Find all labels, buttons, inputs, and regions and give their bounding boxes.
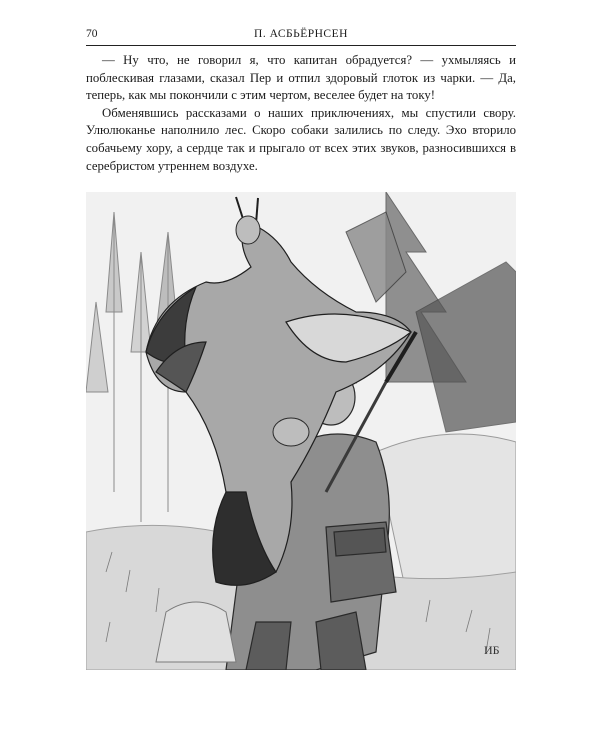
body-text	[86, 52, 516, 175]
lower-hand	[273, 418, 309, 446]
artist-monogram: ИБ	[484, 643, 500, 657]
illustration-drawing	[86, 192, 516, 670]
page-number: 70	[86, 28, 98, 40]
illustration-hunter-with-bird	[86, 192, 516, 670]
paragraph: — Ну что, не говорил я, что капитан обрадуется? — ухмыляясь и поблескивая глазами, сказал Пер и отпил здоровый глоток из чарки. — Да, теперь, как мы покончили с этим чертом, веселее будет на току!	[86, 53, 516, 103]
header-rule	[86, 45, 516, 46]
page-header	[86, 28, 516, 44]
raised-hand	[236, 216, 260, 244]
running-head: П. АСБЬЁРНСЕН	[254, 28, 348, 40]
paragraph: Обменявшись рассказами о наших приключениях, мы спустили свору. Улюлюканье наполнило лес. Скоро собаки залились по следу. Эхо вторило собачьему хору, а сердце так и прыгало от всех этих звуков, разносившихся в серебристом утреннем воздухе.	[86, 105, 516, 173]
dog	[156, 602, 236, 662]
